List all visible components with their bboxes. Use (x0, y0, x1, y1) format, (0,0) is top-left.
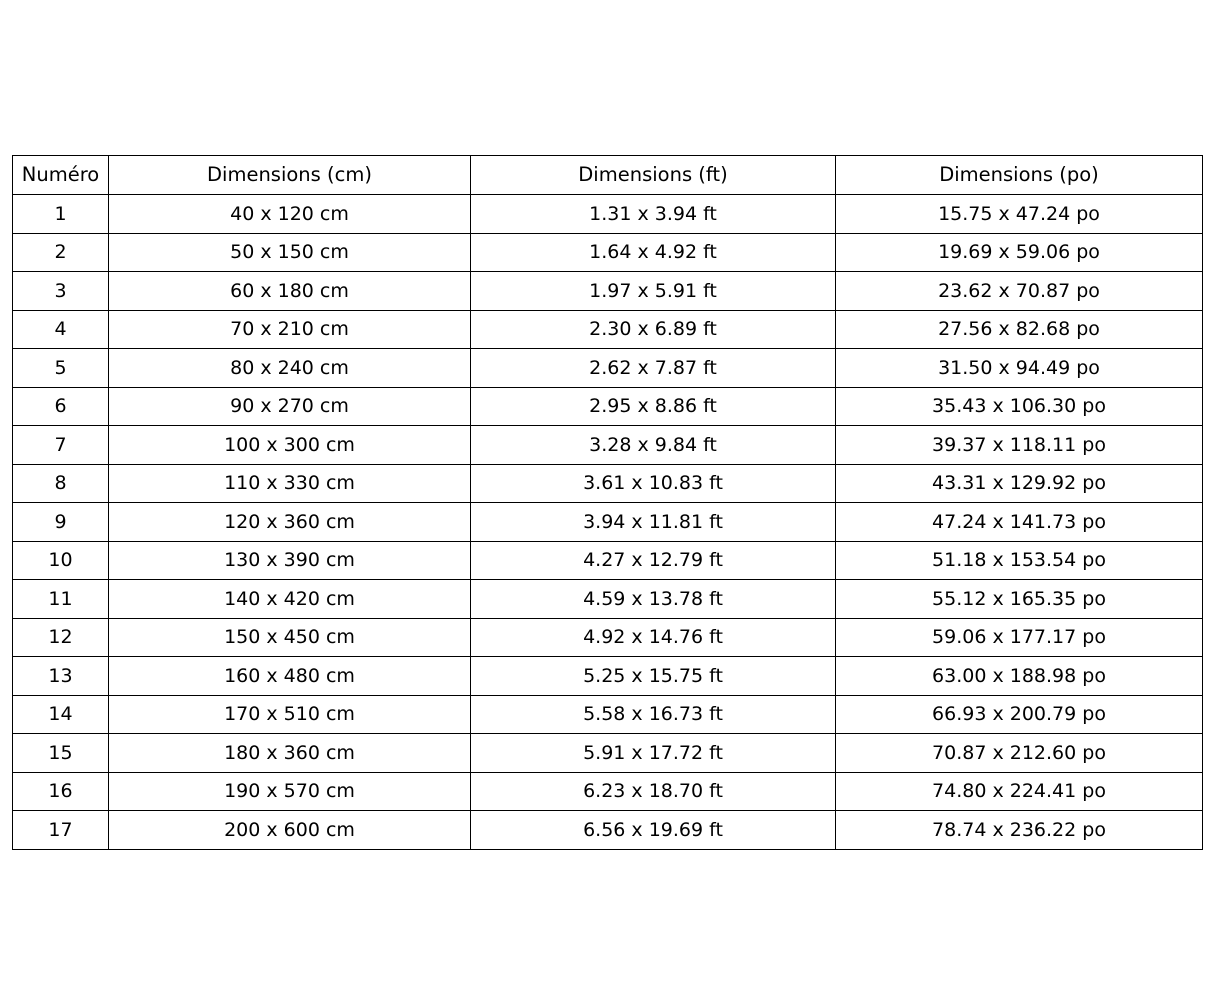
cell-dimensions-po: 31.50 x 94.49 po (836, 349, 1203, 388)
cell-numero: 7 (13, 426, 109, 465)
cell-dimensions-cm: 50 x 150 cm (109, 233, 471, 272)
cell-dimensions-cm: 130 x 390 cm (109, 541, 471, 580)
cell-dimensions-po: 43.31 x 129.92 po (836, 464, 1203, 503)
cell-dimensions-cm: 70 x 210 cm (109, 310, 471, 349)
cell-dimensions-ft: 3.61 x 10.83 ft (471, 464, 836, 503)
cell-dimensions-cm: 160 x 480 cm (109, 657, 471, 696)
dimensions-table-container (12, 155, 1202, 850)
cell-numero: 12 (13, 618, 109, 657)
table-header (13, 156, 1203, 195)
cell-dimensions-ft: 3.28 x 9.84 ft (471, 426, 836, 465)
cell-numero: 4 (13, 310, 109, 349)
table-row (13, 233, 1203, 272)
table-row (13, 310, 1203, 349)
cell-dimensions-po: 39.37 x 118.11 po (836, 426, 1203, 465)
cell-dimensions-po: 78.74 x 236.22 po (836, 811, 1203, 850)
table-row (13, 695, 1203, 734)
cell-numero: 14 (13, 695, 109, 734)
cell-dimensions-cm: 60 x 180 cm (109, 272, 471, 311)
table-row (13, 349, 1203, 388)
cell-numero: 10 (13, 541, 109, 580)
cell-dimensions-ft: 6.56 x 19.69 ft (471, 811, 836, 850)
column-header-dimensions-ft: Dimensions (ft) (471, 156, 836, 195)
table-row (13, 503, 1203, 542)
cell-dimensions-cm: 90 x 270 cm (109, 387, 471, 426)
cell-dimensions-po: 74.80 x 224.41 po (836, 772, 1203, 811)
cell-dimensions-po: 15.75 x 47.24 po (836, 195, 1203, 234)
table-row (13, 772, 1203, 811)
cell-dimensions-cm: 170 x 510 cm (109, 695, 471, 734)
cell-dimensions-ft: 2.95 x 8.86 ft (471, 387, 836, 426)
cell-dimensions-ft: 5.25 x 15.75 ft (471, 657, 836, 696)
cell-dimensions-ft: 2.30 x 6.89 ft (471, 310, 836, 349)
dimensions-table (12, 155, 1203, 850)
cell-dimensions-ft: 2.62 x 7.87 ft (471, 349, 836, 388)
cell-numero: 8 (13, 464, 109, 503)
cell-dimensions-po: 63.00 x 188.98 po (836, 657, 1203, 696)
cell-numero: 1 (13, 195, 109, 234)
cell-numero: 17 (13, 811, 109, 850)
cell-dimensions-ft: 6.23 x 18.70 ft (471, 772, 836, 811)
cell-numero: 3 (13, 272, 109, 311)
cell-dimensions-po: 55.12 x 165.35 po (836, 580, 1203, 619)
column-header-dimensions-po: Dimensions (po) (836, 156, 1203, 195)
cell-dimensions-po: 47.24 x 141.73 po (836, 503, 1203, 542)
cell-dimensions-cm: 140 x 420 cm (109, 580, 471, 619)
cell-dimensions-cm: 180 x 360 cm (109, 734, 471, 773)
cell-dimensions-ft: 4.92 x 14.76 ft (471, 618, 836, 657)
table-row (13, 195, 1203, 234)
column-header-dimensions-cm: Dimensions (cm) (109, 156, 471, 195)
cell-dimensions-cm: 40 x 120 cm (109, 195, 471, 234)
cell-dimensions-ft: 3.94 x 11.81 ft (471, 503, 836, 542)
cell-numero: 11 (13, 580, 109, 619)
table-row (13, 734, 1203, 773)
cell-dimensions-po: 27.56 x 82.68 po (836, 310, 1203, 349)
cell-dimensions-ft: 4.27 x 12.79 ft (471, 541, 836, 580)
table-row (13, 541, 1203, 580)
table-row (13, 657, 1203, 696)
cell-numero: 15 (13, 734, 109, 773)
table-header-row (13, 156, 1203, 195)
table-row (13, 272, 1203, 311)
cell-numero: 6 (13, 387, 109, 426)
cell-numero: 5 (13, 349, 109, 388)
table-row (13, 618, 1203, 657)
table-row (13, 426, 1203, 465)
table-row (13, 580, 1203, 619)
cell-dimensions-po: 59.06 x 177.17 po (836, 618, 1203, 657)
cell-numero: 16 (13, 772, 109, 811)
cell-dimensions-ft: 5.58 x 16.73 ft (471, 695, 836, 734)
cell-numero: 9 (13, 503, 109, 542)
table-row (13, 811, 1203, 850)
cell-dimensions-cm: 110 x 330 cm (109, 464, 471, 503)
table-row (13, 387, 1203, 426)
table-row (13, 464, 1203, 503)
cell-dimensions-po: 23.62 x 70.87 po (836, 272, 1203, 311)
cell-dimensions-cm: 80 x 240 cm (109, 349, 471, 388)
cell-numero: 2 (13, 233, 109, 272)
cell-dimensions-cm: 120 x 360 cm (109, 503, 471, 542)
cell-numero: 13 (13, 657, 109, 696)
cell-dimensions-ft: 1.97 x 5.91 ft (471, 272, 836, 311)
cell-dimensions-po: 19.69 x 59.06 po (836, 233, 1203, 272)
cell-dimensions-ft: 5.91 x 17.72 ft (471, 734, 836, 773)
table-body (13, 195, 1203, 850)
cell-dimensions-po: 51.18 x 153.54 po (836, 541, 1203, 580)
cell-dimensions-cm: 100 x 300 cm (109, 426, 471, 465)
cell-dimensions-po: 70.87 x 212.60 po (836, 734, 1203, 773)
cell-dimensions-po: 35.43 x 106.30 po (836, 387, 1203, 426)
column-header-numero: Numéro (13, 156, 109, 195)
cell-dimensions-ft: 1.64 x 4.92 ft (471, 233, 836, 272)
cell-dimensions-cm: 190 x 570 cm (109, 772, 471, 811)
cell-dimensions-po: 66.93 x 200.79 po (836, 695, 1203, 734)
cell-dimensions-cm: 150 x 450 cm (109, 618, 471, 657)
cell-dimensions-ft: 1.31 x 3.94 ft (471, 195, 836, 234)
cell-dimensions-cm: 200 x 600 cm (109, 811, 471, 850)
cell-dimensions-ft: 4.59 x 13.78 ft (471, 580, 836, 619)
